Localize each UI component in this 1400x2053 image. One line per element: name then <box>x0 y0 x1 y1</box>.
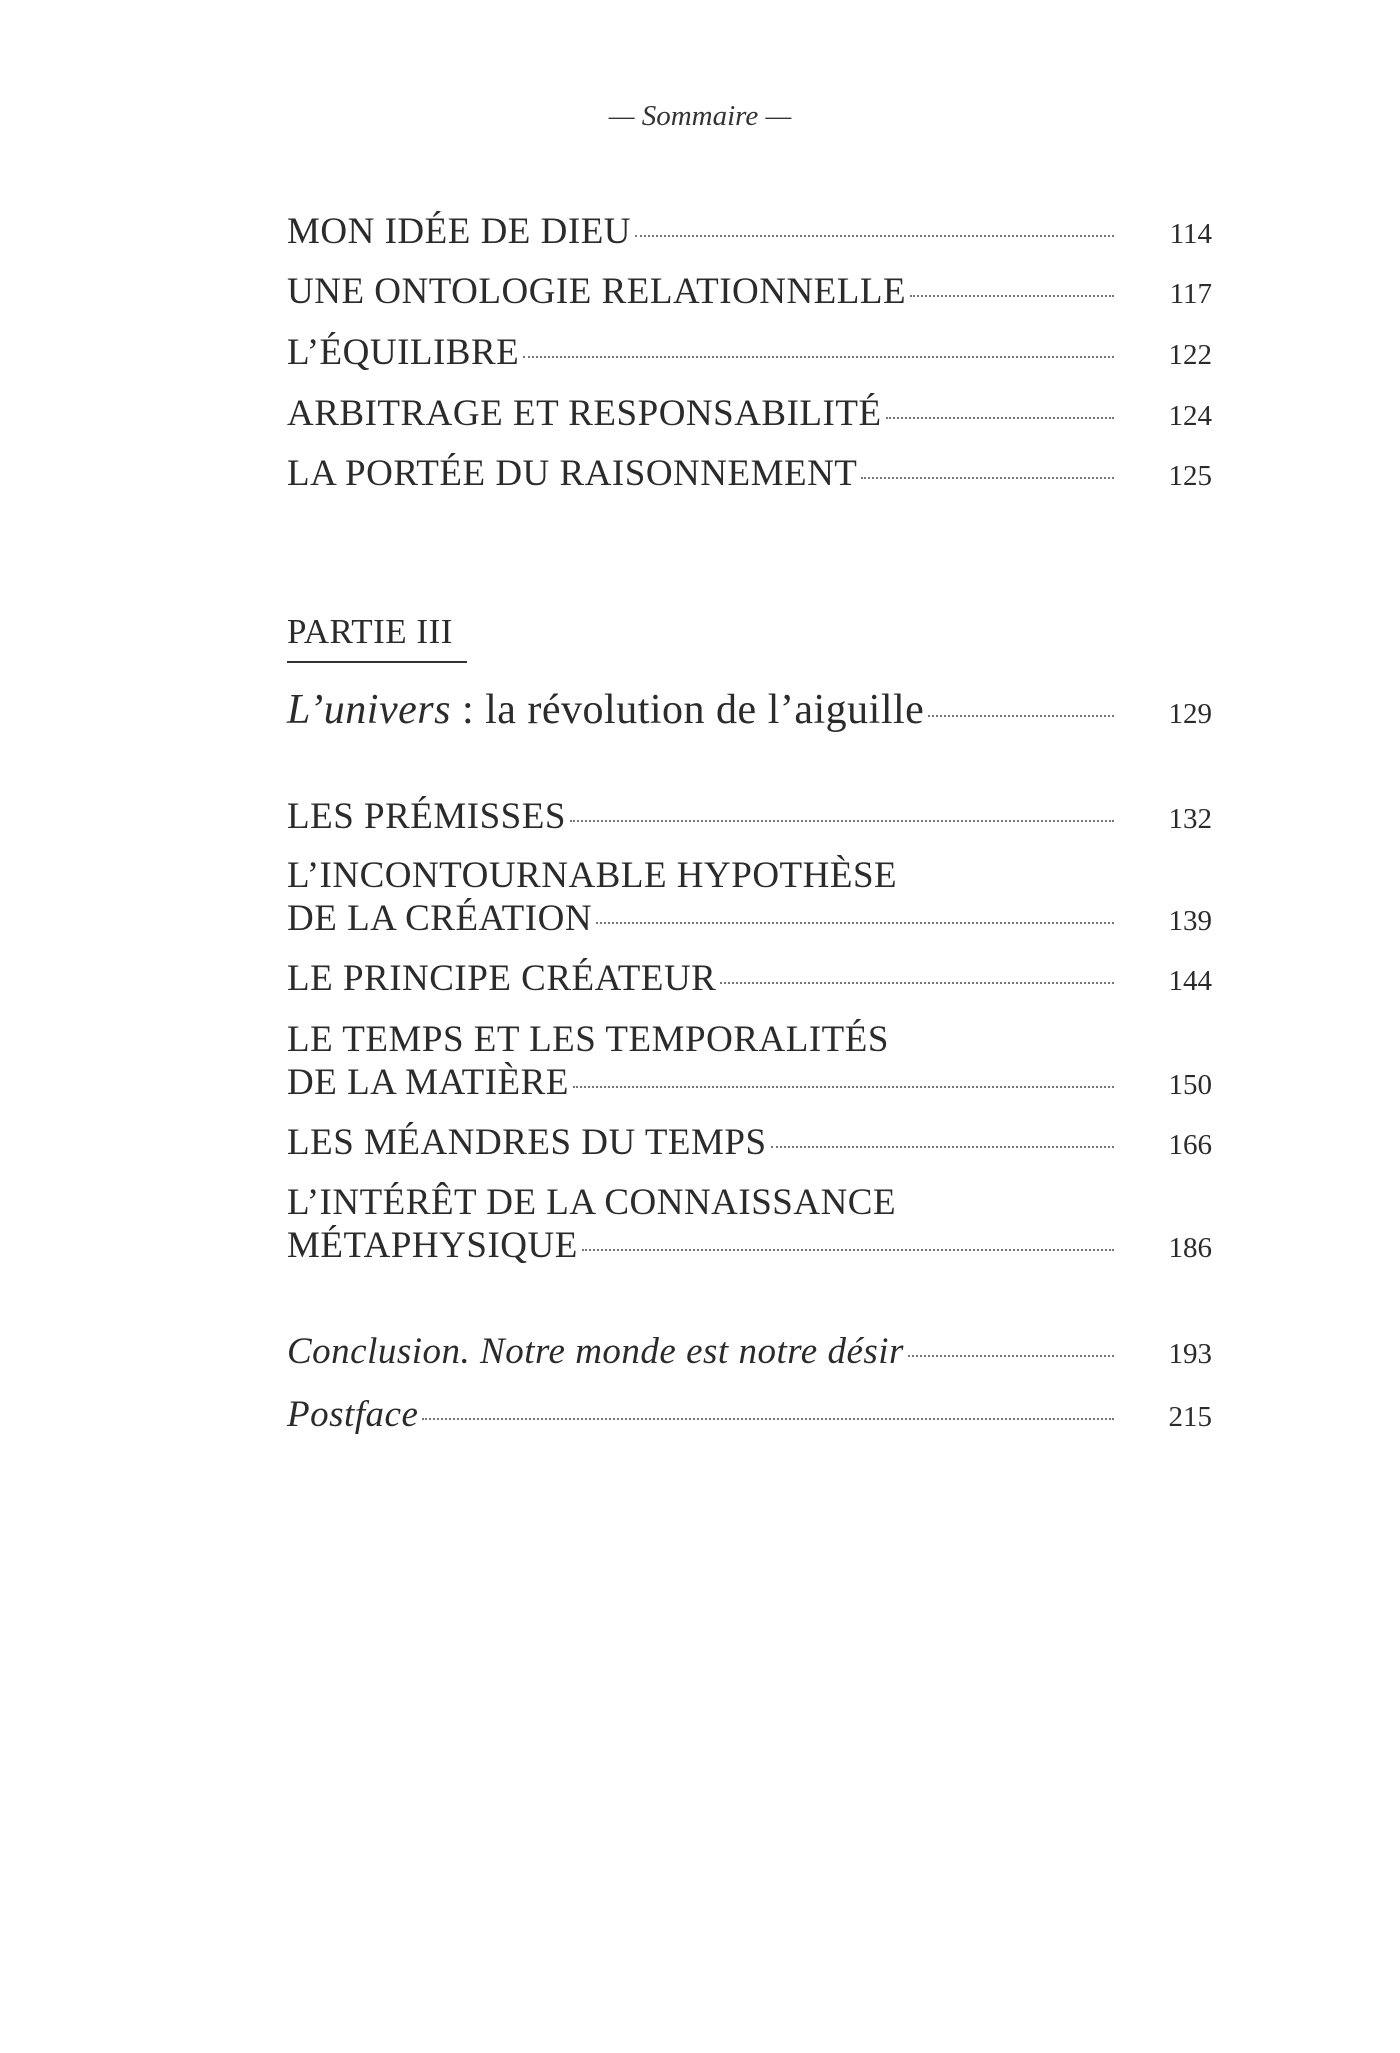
dot-leader <box>582 1249 1114 1251</box>
toc-entry-page: 193 <box>1168 1338 1212 1370</box>
toc-entry-title: LA PORTÉE DU RAISONNEMENT <box>287 453 858 494</box>
dot-leader <box>861 477 1114 479</box>
toc-entry[interactable] <box>287 210 1212 253</box>
dot-leader <box>422 1418 1114 1420</box>
toc-entry-page: 166 <box>1168 1129 1212 1161</box>
toc-entry[interactable] <box>287 957 1212 1000</box>
toc-entry-page: 124 <box>1168 400 1212 432</box>
toc-entry-title-line1: L’INCONTOURNABLE HYPOTHÈSE <box>287 855 898 896</box>
toc-entry[interactable] <box>287 331 1212 374</box>
toc-entry-title: LES MÉANDRES DU TEMPS <box>287 1122 767 1163</box>
toc-entry-title: MON IDÉE DE DIEU <box>287 211 632 252</box>
dot-leader <box>771 1146 1114 1148</box>
toc-entry-page: 215 <box>1168 1401 1212 1433</box>
toc-entry[interactable] <box>287 855 1212 940</box>
toc-entry-title: UNE ONTOLOGIE RELATIONNELLE <box>287 271 907 312</box>
toc-entry-page: 150 <box>1168 1069 1212 1101</box>
toc-entry[interactable] <box>287 1393 1212 1436</box>
dot-leader <box>928 715 1114 717</box>
toc-entry-title: MÉTAPHYSIQUE <box>287 1225 578 1266</box>
toc-entry-page: 139 <box>1168 905 1212 937</box>
part-title <box>287 686 924 734</box>
toc-entry-page: 117 <box>1169 278 1212 310</box>
part-title-italic: L’univers <box>287 687 451 733</box>
toc-entry-title: Postface <box>287 1394 419 1435</box>
toc-entry-title: ARBITRAGE ET RESPONSABILITÉ <box>287 393 882 434</box>
toc-entry-title-line1: L’INTÉRÊT DE LA CONNAISSANCE <box>287 1182 897 1223</box>
toc-entry-page: 132 <box>1168 803 1212 835</box>
toc-entry-page: 129 <box>1168 698 1212 730</box>
running-head: — Sommaire — <box>608 100 792 132</box>
toc-entry[interactable] <box>287 270 1212 313</box>
toc-entry[interactable] <box>287 1019 1212 1104</box>
toc-entry-title: DE LA CRÉATION <box>287 898 593 939</box>
toc-entry-page: 122 <box>1168 339 1212 371</box>
dot-leader <box>570 820 1114 822</box>
dot-leader <box>635 235 1114 237</box>
toc-entry-title: DE LA MATIÈRE <box>287 1062 569 1103</box>
part-title-entry[interactable] <box>287 686 1212 734</box>
toc-entry[interactable] <box>287 452 1212 495</box>
toc-entry-title-line1: LE TEMPS ET LES TEMPORALITÉS <box>287 1019 889 1060</box>
part-title-rest: : la révolution de l’aiguille <box>450 687 925 733</box>
toc-entry-page: 114 <box>1169 218 1212 250</box>
dot-leader <box>596 922 1114 924</box>
part-rule <box>287 661 467 663</box>
toc-entry-title: LE PRINCIPE CRÉATEUR <box>287 958 717 999</box>
toc-entry-page: 144 <box>1168 965 1212 997</box>
dot-leader <box>720 982 1114 984</box>
toc-entry[interactable] <box>287 1121 1212 1164</box>
toc-entry-title: LES PRÉMISSES <box>287 796 566 837</box>
toc-entry-page: 186 <box>1168 1232 1212 1264</box>
dot-leader <box>573 1086 1114 1088</box>
dot-leader <box>908 1355 1114 1357</box>
part-label: PARTIE III <box>287 612 453 651</box>
toc-entry-page: 125 <box>1168 460 1212 492</box>
dot-leader <box>910 295 1114 297</box>
toc-entry[interactable] <box>287 1182 1212 1267</box>
toc-entry[interactable] <box>287 1330 1212 1373</box>
toc-entry-title: Conclusion. Notre monde est notre désir <box>287 1331 904 1372</box>
toc-entry[interactable] <box>287 795 1212 838</box>
dot-leader <box>886 417 1114 419</box>
dot-leader <box>523 356 1114 358</box>
toc-entry[interactable] <box>287 392 1212 435</box>
toc-entry-title: L’ÉQUILIBRE <box>287 332 520 373</box>
